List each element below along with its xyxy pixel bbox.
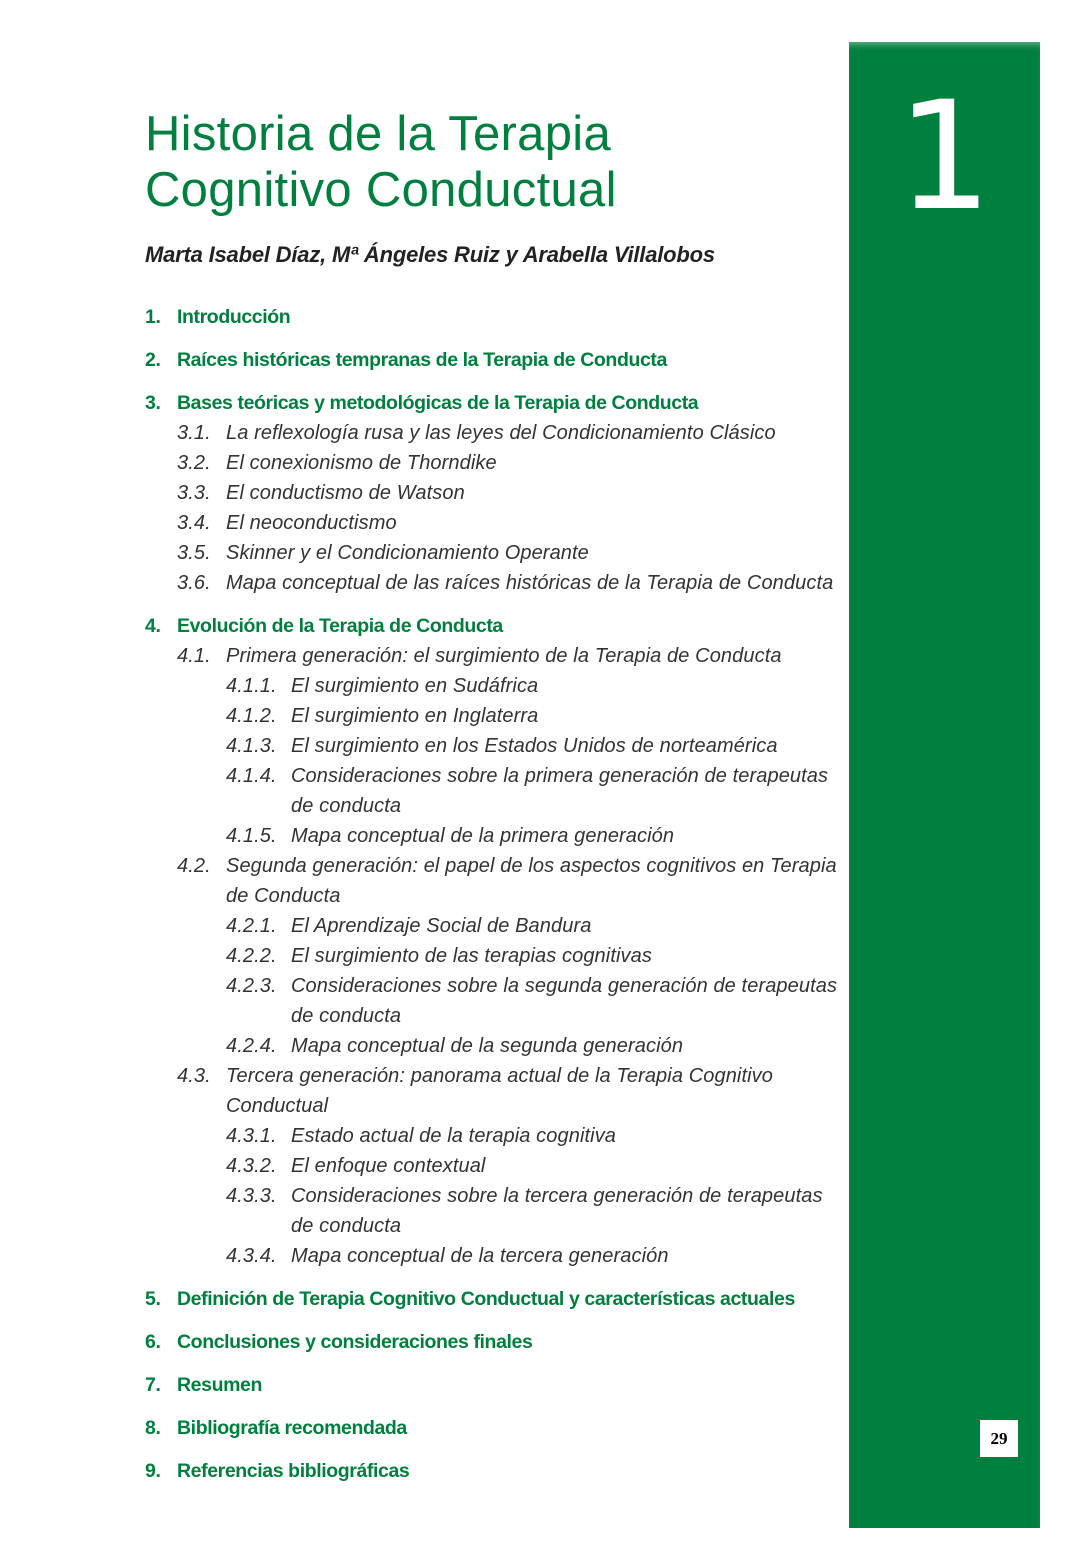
toc-entry[interactable] <box>177 851 845 911</box>
toc-entry-text: El conexionismo de Thorndike <box>226 452 497 474</box>
table-of-contents <box>145 302 845 1486</box>
toc-entry-number: 4.2.1. <box>226 915 277 937</box>
chapter-number: 1 <box>896 70 993 244</box>
toc-entry[interactable] <box>177 418 845 448</box>
toc-entry-number: 4.1.1. <box>226 675 277 697</box>
toc-entry[interactable] <box>226 971 845 1031</box>
toc-entry-text: Consideraciones sobre la segunda generación de terapeutas de conducta <box>291 975 838 1027</box>
toc-entry-text: Tercera generación: panorama actual de la Terapia Cognitivo Conductual <box>226 1065 773 1117</box>
toc-entry-number: 3. <box>145 392 161 414</box>
toc-entry[interactable] <box>177 448 845 478</box>
toc-entry-text: Primera generación: el surgimiento de la Terapia de Conducta <box>226 645 782 667</box>
toc-entry[interactable] <box>226 731 845 761</box>
toc-entry-text: El conductismo de Watson <box>226 482 465 504</box>
toc-entry-number: 4.2.3. <box>226 975 277 997</box>
toc-entry[interactable] <box>145 1284 845 1314</box>
toc-entry[interactable] <box>226 701 845 731</box>
toc-entry-number: 3.2. <box>177 452 211 474</box>
toc-entry-text: Conclusiones y consideraciones finales <box>177 1331 533 1353</box>
toc-entry[interactable] <box>226 671 845 701</box>
toc-entry[interactable] <box>226 1241 845 1271</box>
toc-entry-number: 4.1.4. <box>226 765 277 787</box>
toc-entry-number: 3.1. <box>177 422 211 444</box>
toc-entry-number: 3.4. <box>177 512 211 534</box>
toc-entry-number: 4.2.4. <box>226 1035 277 1057</box>
toc-entry[interactable] <box>226 1031 845 1061</box>
toc-entry-text: Resumen <box>177 1374 262 1396</box>
chapter-title <box>145 106 617 218</box>
toc-entry[interactable] <box>145 1456 845 1486</box>
toc-entry-number: 6. <box>145 1331 161 1353</box>
toc-entry-text: Consideraciones sobre la primera generación de terapeutas de conducta <box>291 765 829 817</box>
toc-entry-number: 3.6. <box>177 572 211 594</box>
toc-entry-text: Referencias bibliográficas <box>177 1460 410 1482</box>
toc-entry[interactable] <box>226 821 845 851</box>
toc-entry[interactable] <box>145 1327 845 1357</box>
toc-entry-text: El neoconductismo <box>226 512 397 534</box>
toc-entry-number: 9. <box>145 1460 161 1482</box>
toc-entry[interactable] <box>226 941 845 971</box>
toc-entry-number: 4.3.1. <box>226 1125 277 1147</box>
toc-entry-number: 4.1. <box>177 645 211 667</box>
toc-entry-number: 4.2.2. <box>226 945 277 967</box>
toc-entry-number: 4.1.5. <box>226 825 277 847</box>
toc-entry-text: El surgimiento en Inglaterra <box>291 705 539 727</box>
toc-entry-number: 4.2. <box>177 855 211 877</box>
toc-entry-number: 3.5. <box>177 542 211 564</box>
toc-entry-text: Mapa conceptual de la primera generación <box>291 825 675 847</box>
toc-entry[interactable] <box>177 641 845 671</box>
toc-entry[interactable] <box>145 1413 845 1443</box>
toc-entry-number: 4.3. <box>177 1065 211 1087</box>
toc-entry-number: 1. <box>145 306 161 328</box>
toc-entry[interactable] <box>177 568 845 598</box>
toc-entry-number: 3.3. <box>177 482 211 504</box>
toc-entry[interactable] <box>226 1121 845 1151</box>
toc-entry[interactable] <box>145 1370 845 1400</box>
toc-entry-number: 4.3.3. <box>226 1185 277 1207</box>
toc-entry-text: El surgimiento de las terapias cognitivas <box>291 945 652 967</box>
toc-entry[interactable] <box>226 911 845 941</box>
title-line: Cognitivo Conductual <box>145 163 617 217</box>
toc-entry[interactable] <box>226 1181 845 1241</box>
toc-entry-text: Consideraciones sobre la tercera generación de terapeutas de conducta <box>291 1185 823 1237</box>
toc-entry-text: Raíces históricas tempranas de la Terapia de Conducta <box>177 349 667 371</box>
toc-entry-number: 8. <box>145 1417 161 1439</box>
toc-entry-text: La reflexología rusa y las leyes del Condicionamiento Clásico <box>226 422 776 444</box>
toc-entry[interactable] <box>226 761 845 821</box>
toc-entry-text: Mapa conceptual de las raíces históricas de la Terapia de Conducta <box>226 572 834 594</box>
toc-entry-text: El Aprendizaje Social de Bandura <box>291 915 592 937</box>
toc-entry-text: Mapa conceptual de la tercera generación <box>291 1245 669 1267</box>
toc-entry-text: Bases teóricas y metodológicas de la Terapia de Conducta <box>177 392 699 414</box>
toc-entry-text: El surgimiento en los Estados Unidos de norteamérica <box>291 735 778 757</box>
toc-entry-number: 4.3.4. <box>226 1245 277 1267</box>
toc-entry-text: Introducción <box>177 306 291 328</box>
title-line: Historia de la Terapia <box>145 107 611 161</box>
toc-entry-text: Definición de Terapia Cognitivo Conductual y características actuales <box>177 1288 795 1310</box>
toc-entry[interactable] <box>145 388 845 418</box>
toc-entry-text: Skinner y el Condicionamiento Operante <box>226 542 589 564</box>
toc-entry-number: 4.3.2. <box>226 1155 277 1177</box>
toc-entry-text: Bibliografía recomendada <box>177 1417 407 1439</box>
page-number: 29 <box>980 1420 1018 1457</box>
toc-entry-text: El enfoque contextual <box>291 1155 486 1177</box>
toc-entry-number: 2. <box>145 349 161 371</box>
toc-entry-number: 4.1.3. <box>226 735 277 757</box>
toc-entry[interactable] <box>145 345 845 375</box>
toc-entry-text: Segunda generación: el papel de los aspectos cognitivos en Terapia de Conducta <box>226 855 837 907</box>
toc-entry-number: 4. <box>145 615 161 637</box>
toc-entry[interactable] <box>145 611 845 641</box>
authors: Marta Isabel Díaz, Mª Ángeles Ruiz y Arabella Villalobos <box>145 242 715 267</box>
toc-entry[interactable] <box>145 302 845 332</box>
toc-entry-number: 5. <box>145 1288 161 1310</box>
toc-entry[interactable] <box>177 538 845 568</box>
toc-entry[interactable] <box>177 508 845 538</box>
toc-entry[interactable] <box>226 1151 845 1181</box>
toc-entry-number: 7. <box>145 1374 161 1396</box>
chapter-sidebar <box>849 42 1040 1528</box>
toc-entry-text: Evolución de la Terapia de Conducta <box>177 615 503 637</box>
toc-entry-text: Mapa conceptual de la segunda generación <box>291 1035 684 1057</box>
toc-entry-text: El surgimiento en Sudáfrica <box>291 675 539 697</box>
toc-entry-text: Estado actual de la terapia cognitiva <box>291 1125 617 1147</box>
toc-entry-number: 4.1.2. <box>226 705 277 727</box>
toc-entry[interactable] <box>177 478 845 508</box>
toc-entry[interactable] <box>177 1061 845 1121</box>
